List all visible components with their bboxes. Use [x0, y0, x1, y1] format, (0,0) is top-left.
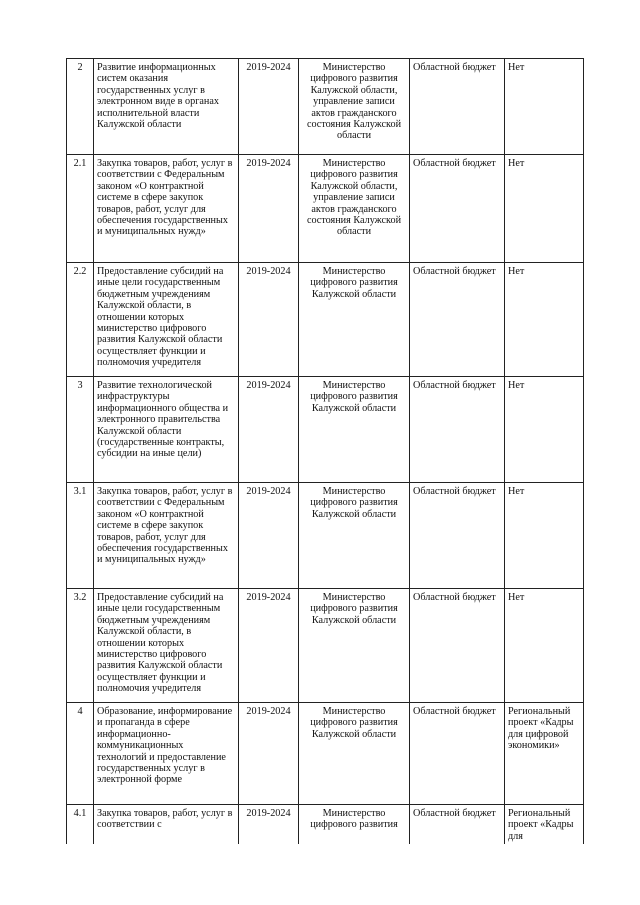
activity-name: Образование, информирование и пропаганда в сфере информационно-коммуникационных технологий и предоставление государственных услуг в электронной форме: [94, 703, 239, 805]
activity-name: Закупка товаров, работ, услуг в соответствии с Федеральным законом «О контрактной системе в сфере закупок товаров, работ, услуг для обеспечения государственных и муниципальных нужд»: [94, 483, 239, 589]
regional-project: Нет: [505, 263, 584, 377]
activity-name: Развитие технологической инфраструктуры информационного общества и электронного правительства Калужской области (государственные контракты, субсидии на иные цели): [94, 377, 239, 483]
regional-project: Нет: [505, 377, 584, 483]
responsible-executor: Министерство цифрового развития Калужской области, управление записи актов гражданского состояния Калужской области: [299, 155, 410, 263]
table-row: [67, 155, 584, 263]
regional-project: Нет: [505, 155, 584, 263]
table-row: [67, 703, 584, 805]
responsible-executor: Министерство цифрового развития Калужской области: [299, 483, 410, 589]
activity-name: Предоставление субсидий на иные цели государственным бюджетным учреждениям Калужской области, в отношении которых министерство цифрового развития Калужской области осуществляет функции и полномочия учредителя: [94, 263, 239, 377]
table-row: [67, 377, 584, 483]
row-number: 4: [67, 703, 94, 805]
responsible-executor: Министерство цифрового развития Калужской области: [299, 589, 410, 703]
period-cell: 2019-2024: [239, 263, 299, 377]
regional-project: Нет: [505, 59, 584, 155]
responsible-executor: Министерство цифрового развития Калужской области, управление записи актов гражданского состояния Калужской области: [299, 59, 410, 155]
activity-name: Закупка товаров, работ, услуг в соответствии с Федеральным законом «О контрактной системе в сфере закупок товаров, работ, услуг для обеспечения государственных и муниципальных нужд»: [94, 155, 239, 263]
regional-project: Нет: [505, 483, 584, 589]
period-cell: 2019-2024: [239, 377, 299, 483]
period-cell: 2019-2024: [239, 483, 299, 589]
funding-source: Областной бюджет: [410, 589, 505, 703]
regional-project: Региональный проект «Кадры для цифровой экономики»: [505, 703, 584, 805]
funding-source: Областной бюджет: [410, 703, 505, 805]
period-cell: 2019-2024: [239, 703, 299, 805]
activity-name: Предоставление субсидий на иные цели государственным бюджетным учреждениям Калужской области, в отношении которых министерство цифрового развития Калужской области осуществляет функции и полномочия учредителя: [94, 589, 239, 703]
regional-project: Нет: [505, 589, 584, 703]
row-number: 3.2: [67, 589, 94, 703]
table-row: [67, 59, 584, 155]
program-activities-table: [66, 58, 584, 844]
table-row: [67, 805, 584, 845]
funding-source: Областной бюджет: [410, 155, 505, 263]
funding-source: Областной бюджет: [410, 483, 505, 589]
responsible-executor: Министерство цифрового развития: [299, 805, 410, 845]
regional-project: Региональный проект «Кадры для: [505, 805, 584, 845]
row-number: 2.2: [67, 263, 94, 377]
row-number: 2: [67, 59, 94, 155]
period-cell: 2019-2024: [239, 155, 299, 263]
funding-source: Областной бюджет: [410, 263, 505, 377]
row-number: 4.1: [67, 805, 94, 845]
period-cell: 2019-2024: [239, 589, 299, 703]
activity-name: Закупка товаров, работ, услуг в соответствии с: [94, 805, 239, 845]
responsible-executor: Министерство цифрового развития Калужской области: [299, 263, 410, 377]
funding-source: Областной бюджет: [410, 59, 505, 155]
row-number: 3: [67, 377, 94, 483]
funding-source: Областной бюджет: [410, 377, 505, 483]
table-row: [67, 589, 584, 703]
row-number: 2.1: [67, 155, 94, 263]
table-row: [67, 263, 584, 377]
activity-name: Развитие информационных систем оказания государственных услуг в электронном виде в органах исполнительной власти Калужской области: [94, 59, 239, 155]
period-cell: 2019-2024: [239, 805, 299, 845]
responsible-executor: Министерство цифрового развития Калужской области: [299, 703, 410, 805]
table-row: [67, 483, 584, 589]
period-cell: 2019-2024: [239, 59, 299, 155]
responsible-executor: Министерство цифрового развития Калужской области: [299, 377, 410, 483]
row-number: 3.1: [67, 483, 94, 589]
funding-source: Областной бюджет: [410, 805, 505, 845]
document-page: [66, 58, 583, 844]
